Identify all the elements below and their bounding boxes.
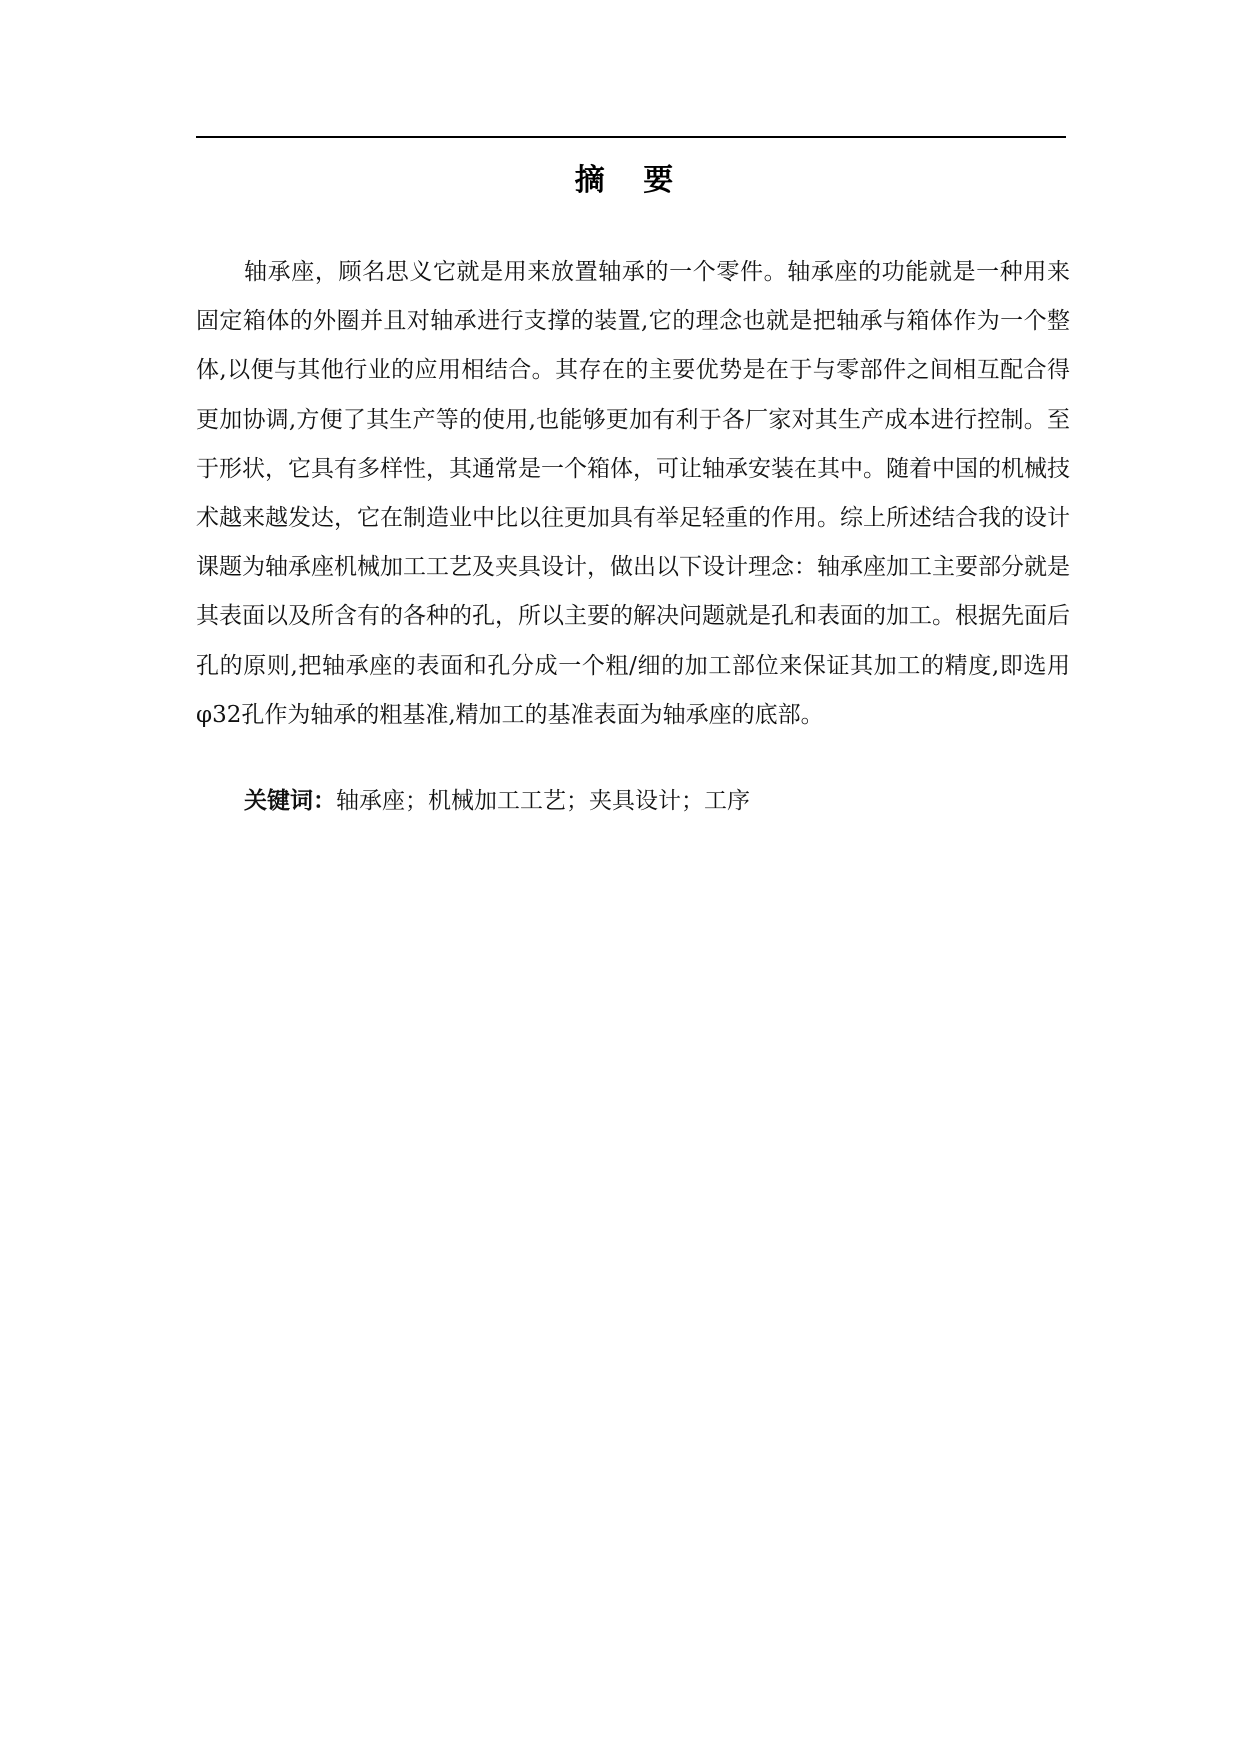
keywords-line [196, 777, 1070, 826]
page-title: 摘 要 [574, 163, 688, 198]
keywords-value: 轴承座；机械加工工艺；夹具设计；工序 [336, 788, 750, 814]
abstract-paragraph: 轴承座，顾名思义它就是用来放置轴承的一个零件。轴承座的功能就是一种用来固定箱体的外圈并且对轴承进行支撑的装置,它的理念也就是把轴承与箱体作为一个整体,以便与其他行业的应用相结合。其存在的主要优势是在于与零部件之间相互配合得更加协调,方便了其生产等的使用,也能够更加有利于各厂家对其生产成本进行控制。至于形状，它具有多样性，其通常是一个箱体，可让轴承安装在其中。随着中国的机械技术越来越发达，它在制造业中比以往更加具有举足轻重的作用。综上所述结合我的设计课题为轴承座机械加工工艺及夹具设计，做出以下设计理念：轴承座加工主要部分就是其表面以及所含有的各种的孔，所以主要的解决问题就是孔和表面的加工。根据先面后孔的原则,把轴承座的表面和孔分成一个粗/细的加工部位来保证其加工的精度,即选用φ32孔作为轴承的粗基准,精加工的基准表面为轴承座的底部。 [196, 259, 1070, 728]
keywords-label: 关键词： [244, 788, 336, 814]
header-rule [196, 136, 1066, 138]
